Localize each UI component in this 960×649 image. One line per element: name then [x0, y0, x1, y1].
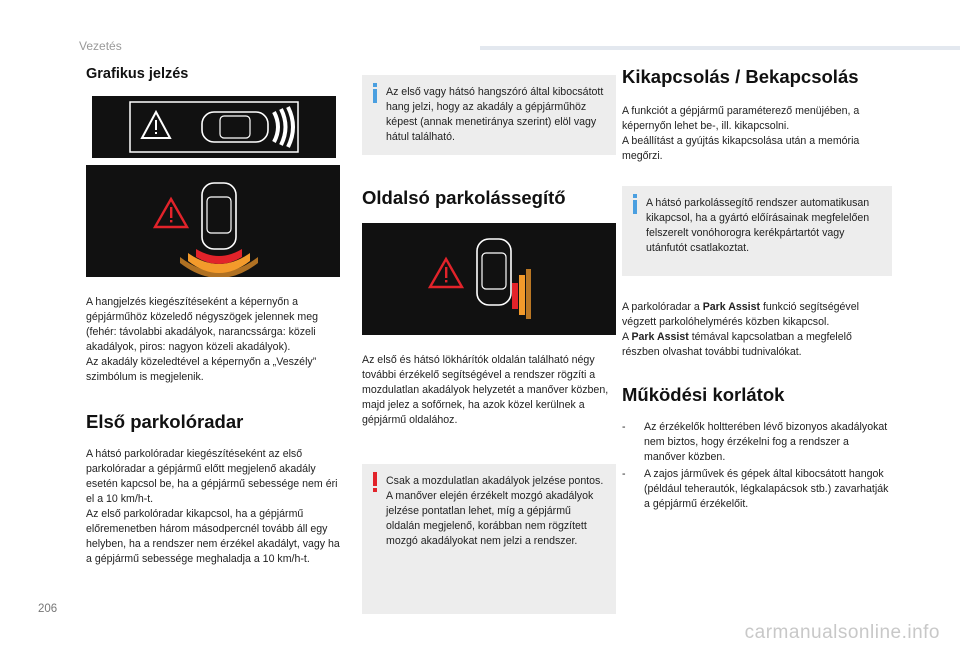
warning-note-moving-text: Csak a mozdulatlan akadályok jelzése pontos. A manőver elején érzékelt mozgó akadályok jelzése pontatlan lehet, míg a gépjármű oldalán megjelenő, korábban nem rögzített mozgó akadályokat nem jelzi a rendszer.	[386, 475, 604, 547]
front-radar-text-2: Az első parkolóradar kikapcsol, ha a gépjármű előremenetben három másodpercnél tovább áll egy helyben, ha a rendszer nem érzékel akadályt, vagy ha a gépjármű sebessége meghaladja a 10 km/h-t.	[86, 508, 340, 565]
list-item: - A zajos járművek és gépek által kibocsátott hangok (például teherautók, légkalapácsok stb.) zavarhatják a gépjármű érzékelőit.	[622, 468, 889, 510]
park-assist-text-2: A Park Assist témával kapcsolatban a megfelelő részben olvashat további tudnivalókat.	[622, 331, 852, 358]
onoff-title: Kikapcsolás / Bekapcsolás	[622, 66, 859, 87]
hazard-triangle-icon	[142, 112, 170, 138]
side-assist-title: Oldalsó parkolássegítő	[362, 187, 566, 208]
hazard-triangle-icon	[430, 259, 462, 287]
warning-marker-icon	[370, 472, 382, 492]
car-top-view-icon	[202, 183, 236, 249]
figure-caption-2: Az akadály közeledtével a képernyőn a „Veszély” szimbólum is megjelenik.	[86, 356, 317, 383]
side-assist-text: Az első és hátsó lökhárítók oldalán található négy további érzékelő segítségével a rendszer rögzíti a mozdulatlan akadályok helyzetét a manőver közben, majd jelez a sofőrnek, ha azok közel kerülnek a gépjármű oldalához.	[362, 354, 609, 426]
hazard-triangle-icon	[155, 199, 187, 227]
front-radar-title: Első parkolóradar	[86, 411, 244, 432]
section-header: Vezetés	[79, 39, 122, 53]
list-item: - Az érzékelők holtterében lévő bizonyos akadályokat nem biztos, hogy érzékelni fog a rendszer a manőver közben.	[622, 421, 888, 463]
rear-radar-figure	[86, 165, 340, 277]
car-top-view-icon	[202, 112, 268, 142]
info-marker-icon	[370, 83, 382, 103]
info-marker-icon	[630, 194, 642, 214]
info-note-sound	[362, 75, 616, 155]
front-radar-illustration	[92, 96, 336, 158]
graphic-signal-title: Grafikus jelzés	[86, 66, 189, 82]
limits-title: Működési korlátok	[622, 384, 785, 405]
park-assist-text-1: A parkolóradar a Park Assist funkció segítségével végzett parkolóhelymérés közben kikapcsol.	[622, 301, 859, 328]
limits-list	[622, 420, 892, 512]
side-assist-figure	[362, 223, 616, 335]
info-note-sound-text: Az első vagy hátsó hangszóró által kibocsátott hang jelzi, hogy az akadály a gépjárműhöz képest (annak menetiránya szerint) elöl vagy hátul található.	[386, 86, 604, 143]
onoff-text-2: A beállítást a gyújtás kikapcsolása után a memória megőrzi.	[622, 135, 860, 162]
column-left	[86, 66, 340, 567]
info-note-towbar-text: A hátsó parkolássegítő rendszer automatikusan kikapcsol, ha a gyártó előírásainak megfelelően felszerelt vonóhorogra kerékpártartót vagy utánfutót csatlakoztat.	[646, 197, 870, 254]
info-note-towbar	[622, 186, 892, 276]
front-radar-figure	[92, 96, 336, 158]
onoff-text-1: A funkciót a gépjármű paraméterező menüjében, a képernyőn lehet be-, ill. kikapcsolni.	[622, 105, 860, 132]
header-bar	[480, 46, 960, 50]
figure-caption: A hangjelzés kiegészítéseként a képernyőn a gépjárműhöz közeledő négyszögek jelennek meg (fehér: távolabbi akadályok, narancssárga: közeli akadályok, piros: nagyon közeli akadályok).	[86, 296, 319, 353]
front-radar-text-1: A hátsó parkolóradar kiegészítéseként az első parkolóradar a gépjármű előtt megjelenő akadály esetén kapcsol be, ha a gépjármű sebessége nem éri el a 10 km/h-t.	[86, 448, 338, 505]
warning-note-moving	[362, 464, 616, 614]
watermark: carmanualsonline.info	[744, 622, 940, 643]
side-assist-illustration	[362, 223, 616, 335]
page-number: 206	[38, 603, 58, 615]
car-top-view-icon	[477, 239, 511, 305]
rear-radar-illustration	[86, 165, 340, 277]
column-middle	[362, 75, 616, 614]
column-right	[622, 66, 892, 514]
